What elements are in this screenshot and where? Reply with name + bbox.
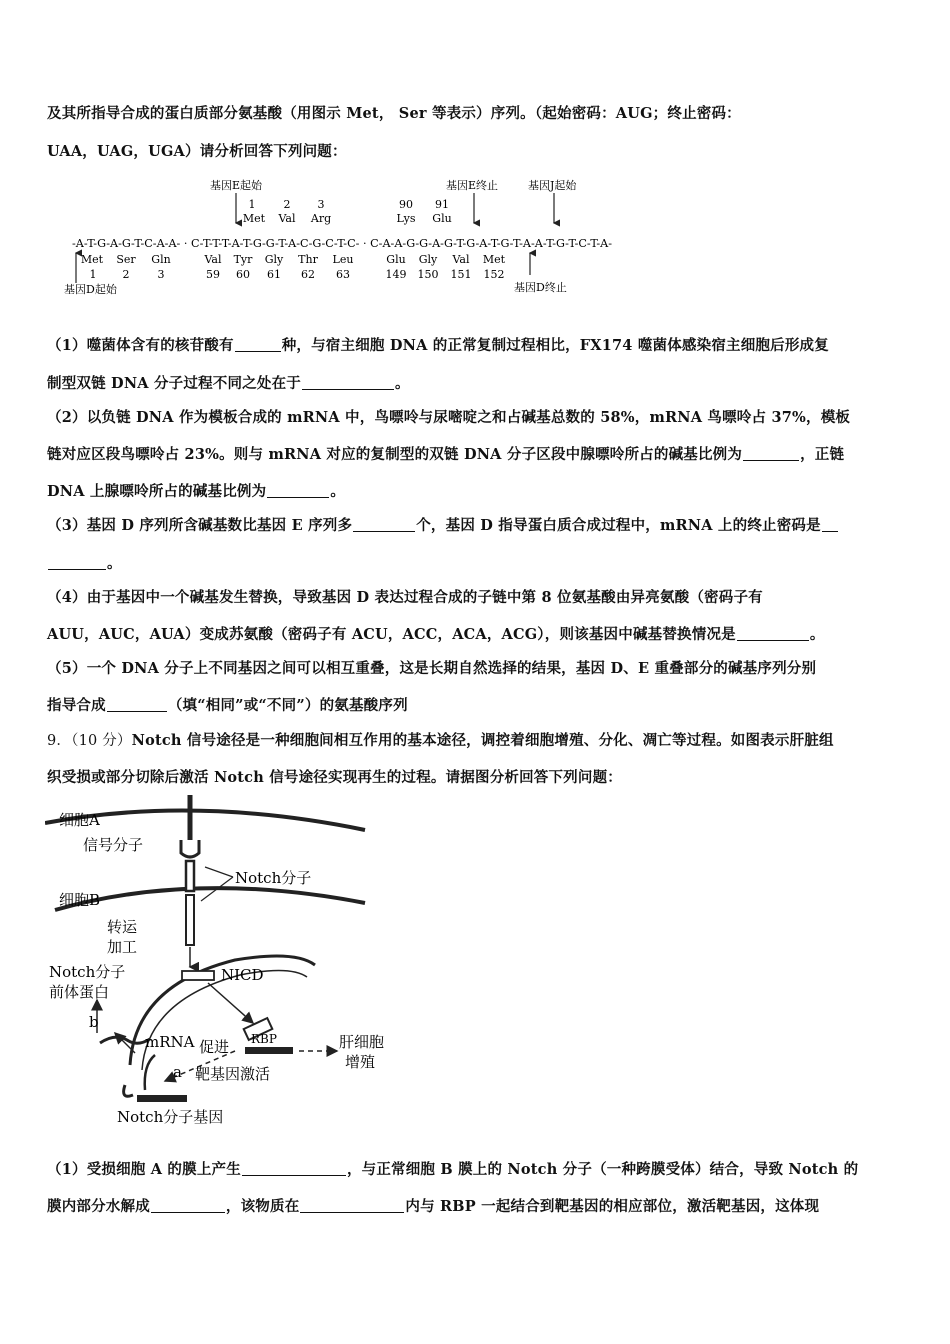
q4-line-1: （4）由于基因中一个碱基发生替换，导致基因 D 表达过程合成的子链中第 8 位氨基酸由异亮氨酸（密码子有: [47, 589, 763, 606]
top-num: 3: [317, 198, 325, 211]
bottom-aa: Val: [452, 253, 470, 266]
bottom-aa: Leu: [332, 253, 354, 266]
q2-line-2: 链对应区段鸟嘌呤占 23%。则与 mRNA 对应的复制型的双链 DNA 分子区段中腺嘌呤所占的碱基比例为 ，正链: [47, 446, 845, 463]
label-nicd: NICD: [221, 966, 264, 984]
label-gene-e-end: 基因E终止: [446, 179, 499, 192]
q9-sub-2: 膜内部分水解成 ，该物质在 内与 RBP 一起结合到靶基因的相应部位，激活靶基因，这体现: [47, 1198, 820, 1215]
q1-line-2: 制型双链 DNA 分子过程不同之处在于 。: [47, 375, 410, 392]
label-a: a: [173, 1063, 182, 1081]
notch-gene-bar: [137, 1095, 187, 1102]
answer-blank[interactable]: [48, 555, 106, 570]
q9-sub-1: （1）受损细胞 A 的膜上产生 ，与正常细胞 B 膜上的 Notch 分子（一种跨膜受体）结合，导致 Notch 的: [47, 1161, 859, 1178]
label-liver: 增殖: [345, 1053, 376, 1071]
answer-blank[interactable]: [743, 446, 799, 461]
answer-blank[interactable]: [300, 1198, 404, 1213]
bottom-aa: Ser: [116, 253, 136, 266]
top-aa: Met: [242, 212, 266, 225]
bottom-aa: Tyr: [233, 253, 253, 266]
bottom-num: 151: [450, 268, 472, 281]
label-promote: 促进: [199, 1038, 230, 1056]
label-mrna: mRNA: [145, 1033, 195, 1051]
bottom-aa: Gly: [418, 253, 438, 266]
notch-pathway-figure: [45, 795, 405, 1135]
bottom-num: 152: [483, 268, 505, 281]
label-gene-d-start: 基因D起始: [64, 283, 117, 296]
label-precursor: Notch分子: [49, 963, 126, 981]
top-aa: Lys: [396, 212, 416, 225]
top-aa: Glu: [432, 212, 452, 225]
label-target: 靶基因激活: [195, 1065, 271, 1083]
gene-overlap-figure: [60, 175, 625, 300]
q5-line-1: （5）一个 DNA 分子上不同基因之间可以相互重叠，这是长期自然选择的结果，基因 D、E 重叠部分的碱基序列分别: [47, 660, 817, 677]
bottom-aa: Val: [204, 253, 222, 266]
bottom-num: 62: [301, 268, 315, 281]
top-aa: Val: [278, 212, 296, 225]
bottom-num: 60: [236, 268, 250, 281]
label-precursor: 前体蛋白: [49, 983, 110, 1001]
bottom-num: 59: [206, 268, 220, 281]
question-number: 9．（10 分）: [47, 733, 132, 749]
bottom-aa: Met: [482, 253, 506, 266]
answer-blank[interactable]: [107, 697, 167, 712]
bottom-aa: Gln: [151, 253, 171, 266]
bottom-aa: Glu: [386, 253, 406, 266]
q1-line-1: （1）噬菌体含有的核苷酸有 种，与宿主细胞 DNA 的正常复制过程相比，FX174 噬菌体感染宿主细胞后形成复: [47, 337, 829, 354]
top-num: 91: [435, 198, 449, 211]
label-liver: 肝细胞: [339, 1033, 385, 1051]
label-gene-e-start: 基因E起始: [210, 179, 263, 192]
answer-blank[interactable]: [822, 517, 838, 532]
bottom-num: 63: [336, 268, 350, 281]
label-b: b: [89, 1013, 99, 1031]
label-notch: Notch分子: [235, 869, 312, 887]
bottom-num: 2: [122, 268, 130, 281]
q4-line-2: AUU，AUC，AUA）变成苏氨酸（密码子有 ACU，ACC，ACA，ACG），则该基因中碱基替换情况是 。: [47, 626, 825, 643]
label-signal: 信号分子: [83, 836, 144, 854]
signal-molecule: [181, 840, 199, 857]
label-notch-gene: Notch分子基因: [117, 1108, 224, 1126]
bottom-num: 61: [267, 268, 281, 281]
answer-blank[interactable]: [235, 337, 281, 352]
label-rbp: RBP: [251, 1032, 277, 1046]
intro-line-1: 及其所指导合成的蛋白质部分氨基酸（用图示 Met， Ser 等表示）序列。（起始密码：AUG；终止密码：: [47, 105, 741, 122]
answer-blank[interactable]: [267, 483, 329, 498]
q3-line-2: 。: [47, 552, 122, 573]
bottom-aa: Met: [80, 253, 104, 266]
bottom-num: 1: [89, 268, 97, 281]
nicd-fragment: [182, 971, 214, 980]
label-cell-a: 细胞A: [59, 811, 100, 829]
q2-line-3: DNA 上腺嘌呤所占的碱基比例为 。: [47, 483, 346, 500]
bottom-num: 150: [417, 268, 439, 281]
q9-line-2: 织受损或部分切除后激活 Notch 信号途径实现再生的过程。请据图分析回答下列问题：: [47, 769, 622, 786]
label-cell-b: 细胞B: [59, 891, 101, 909]
cell-b-membrane: [55, 888, 365, 910]
top-aa: Arg: [310, 212, 332, 225]
top-num: 1: [248, 198, 256, 211]
target-gene-bar: [245, 1047, 293, 1054]
intro-line-2: UAA，UAG，UGA）请分析回答下列问题：: [47, 143, 347, 160]
label-process: 加工: [107, 938, 138, 956]
q9-line-1: 9．（10 分）Notch 信号途径是一种细胞间相互作用的基本途径，调控着细胞增殖、分化、凋亡等过程。如图表示肝脏组: [47, 732, 834, 749]
answer-blank[interactable]: [242, 1161, 346, 1176]
bottom-aa: Thr: [298, 253, 318, 266]
answer-blank[interactable]: [302, 375, 394, 390]
bottom-num: 3: [157, 268, 165, 281]
q2-line-1: （2）以负链 DNA 作为模板合成的 mRNA 中，鸟嘌呤与尿嘧啶之和占碱基总数的 58%，mRNA 鸟嘌呤占 37%，模板: [47, 409, 851, 426]
bottom-num: 149: [385, 268, 407, 281]
bottom-aa: Gly: [264, 253, 284, 266]
q3-line-1: （3）基因 D 序列所含碱基数比基因 E 序列多 个，基因 D 指导蛋白质合成过程中，mRNA 上的终止密码是: [47, 514, 839, 535]
label-gene-d-end: 基因D终止: [514, 281, 567, 294]
top-num: 90: [399, 198, 413, 211]
notch-receptor: [186, 861, 194, 891]
label-gene-j-start: 基因J起始: [528, 179, 577, 192]
answer-blank[interactable]: [353, 517, 415, 532]
answer-blank[interactable]: [151, 1198, 225, 1213]
answer-blank[interactable]: [737, 626, 809, 641]
label-transport: 转运: [107, 918, 138, 936]
top-num: 2: [283, 198, 291, 211]
dna-sequence: -A-T-G-A-G-T-C-A-A- · C-T-T-T-A-T-G-G-T-A-C-G-C-T-C- · C-A-A-G-G-A-G-T-G-A-T-G-T-A-A-T-G-T-C-T-A-: [72, 236, 613, 250]
q5-line-2: 指导合成 （填“相同”或“不同”）的氨基酸序列: [47, 697, 408, 714]
